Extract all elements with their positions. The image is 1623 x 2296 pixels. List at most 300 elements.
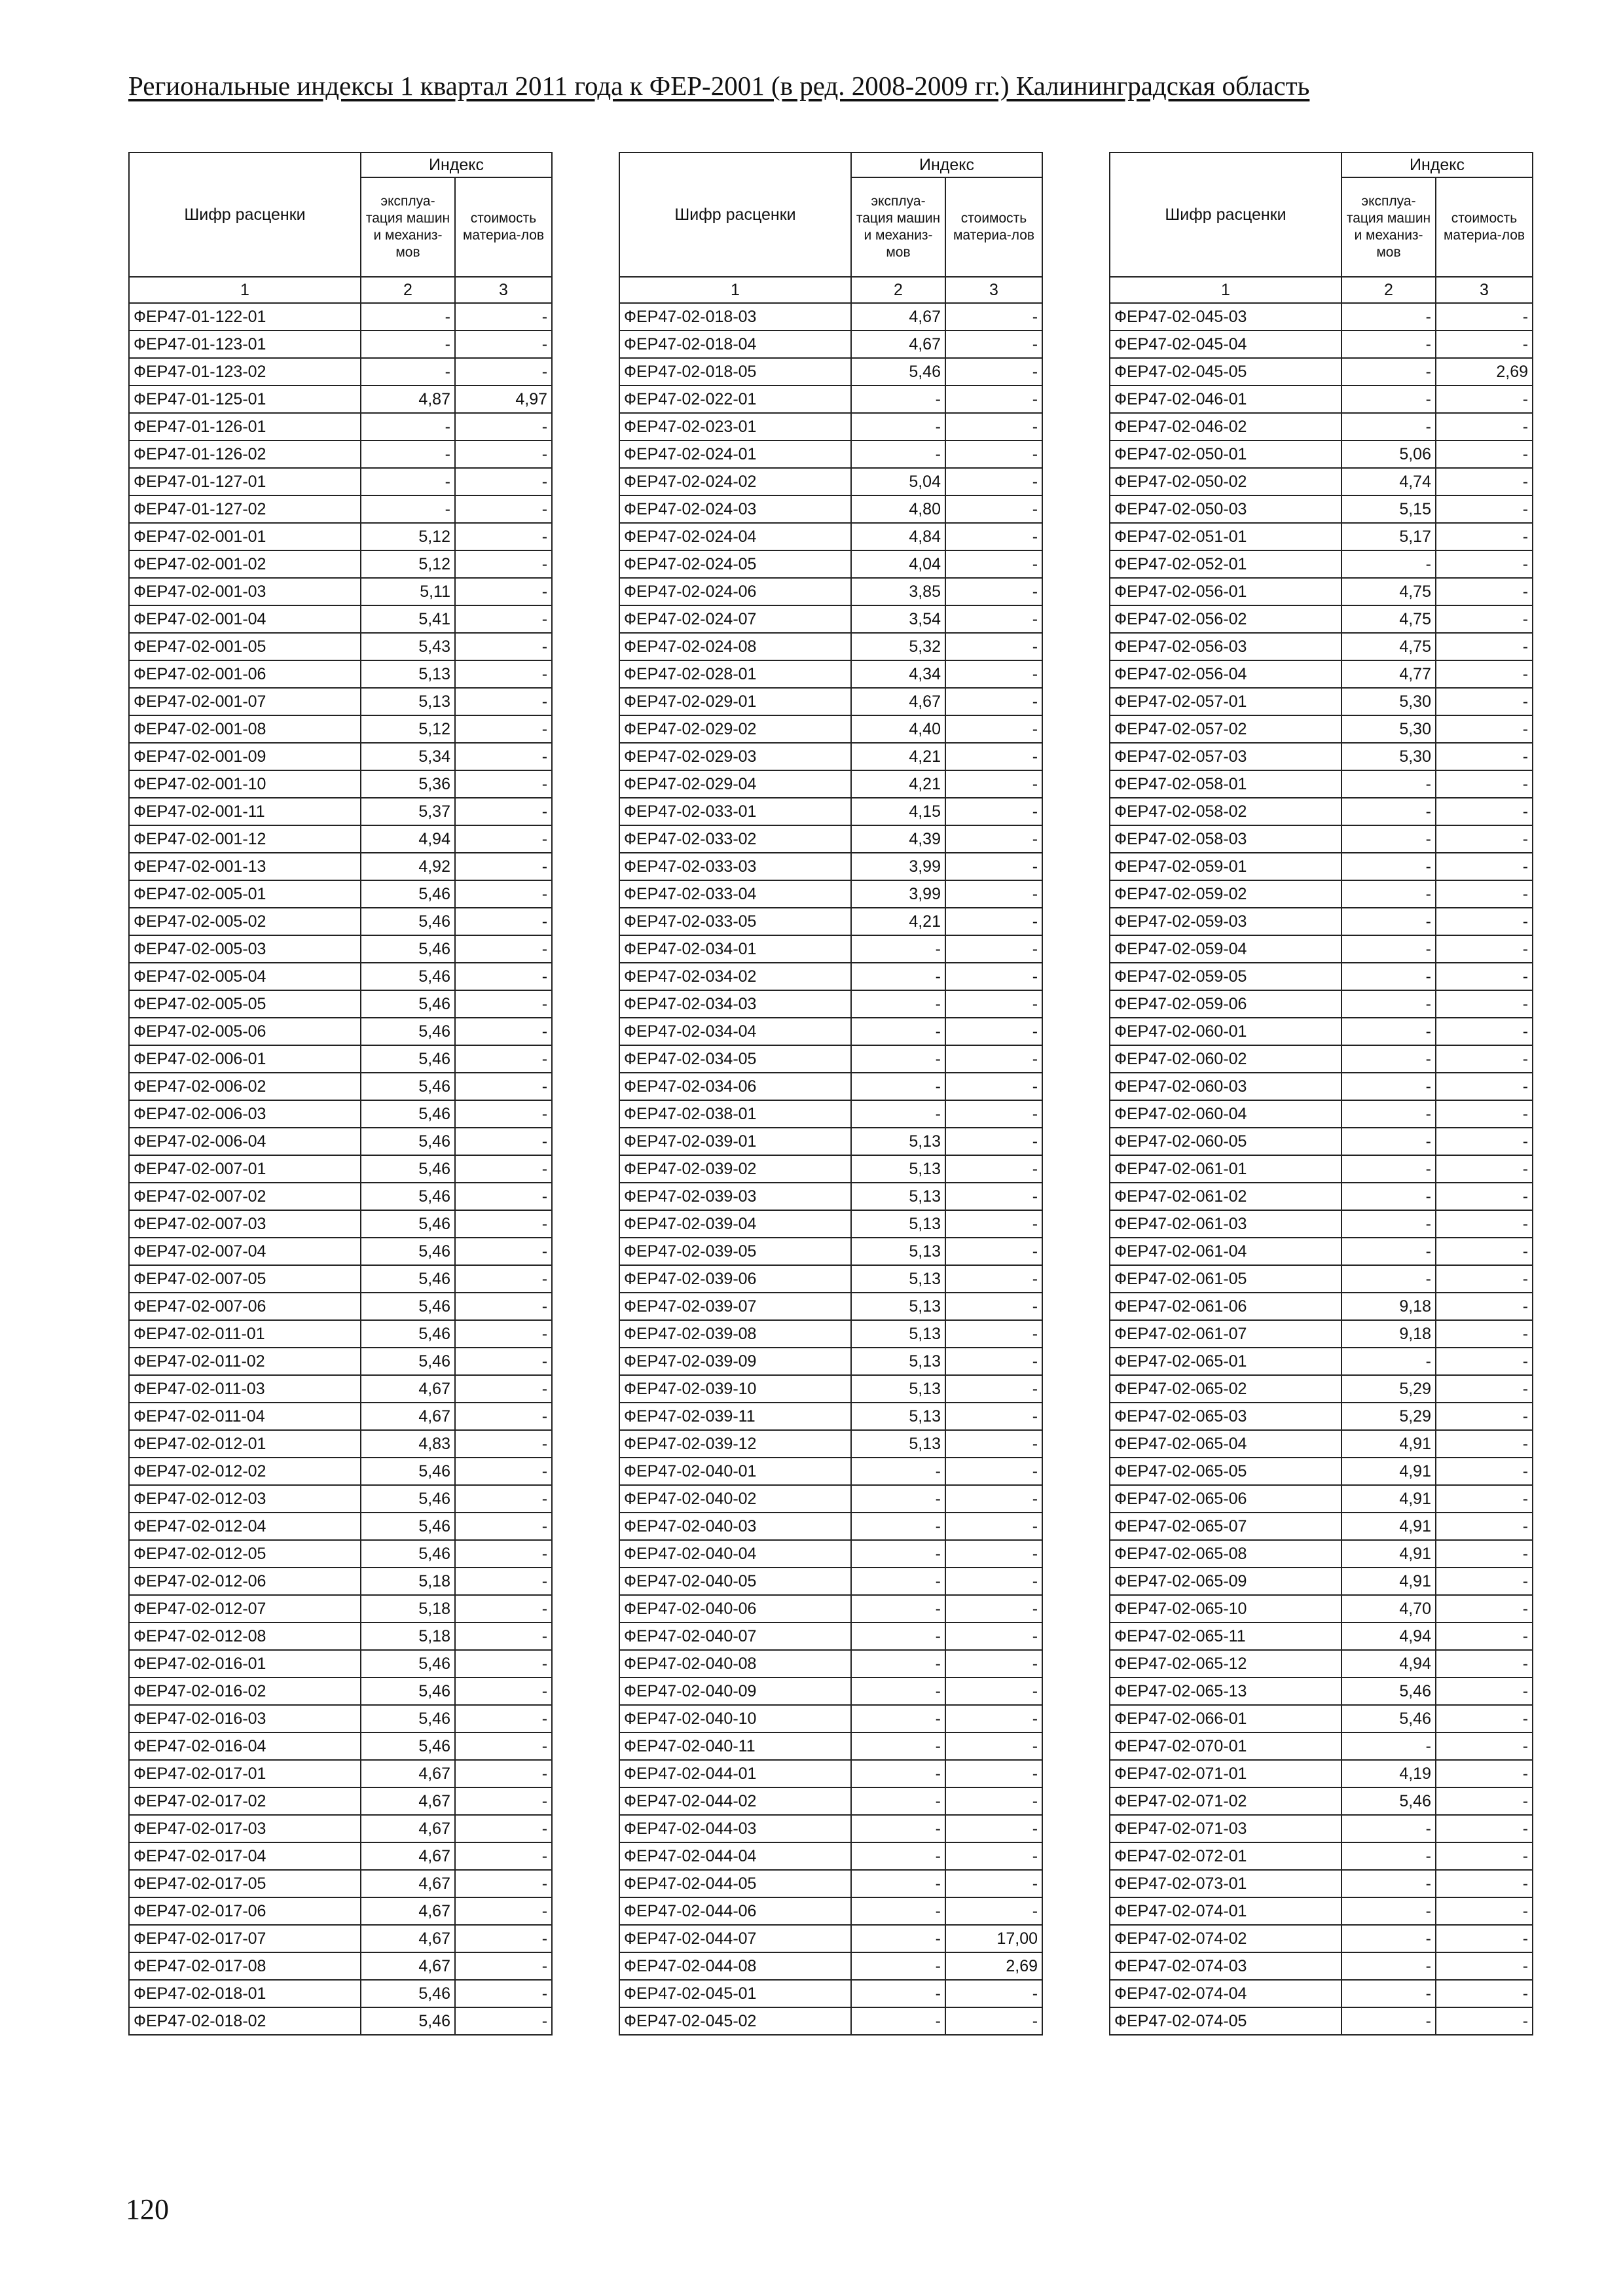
materials-index-cell: - xyxy=(945,1760,1042,1787)
materials-column-header: стоимость материа-лов xyxy=(455,177,552,277)
table-row xyxy=(129,990,552,1018)
rate-code-cell: ФЕР47-02-024-03 xyxy=(619,495,851,523)
column-number-row xyxy=(619,277,1042,303)
table-row xyxy=(1110,880,1533,908)
materials-index-cell: - xyxy=(455,908,552,935)
rate-code-cell: ФЕР47-02-001-09 xyxy=(129,743,361,770)
materials-index-cell: - xyxy=(945,1485,1042,1513)
table-row xyxy=(129,1348,552,1375)
materials-index-cell: - xyxy=(945,1980,1042,2007)
rate-code-cell: ФЕР47-02-039-04 xyxy=(619,1210,851,1238)
table-row xyxy=(619,1760,1042,1787)
rate-code-cell: ФЕР47-02-059-03 xyxy=(1110,908,1341,935)
table-row xyxy=(129,440,552,468)
table-row xyxy=(1110,1155,1533,1183)
table-row xyxy=(619,633,1042,660)
table-row xyxy=(1110,688,1533,715)
table-row xyxy=(619,1293,1042,1320)
table-row xyxy=(1110,440,1533,468)
table-row xyxy=(619,1430,1042,1458)
table-row xyxy=(619,1513,1042,1540)
rate-code-cell: ФЕР47-02-033-01 xyxy=(619,798,851,825)
machines-index-cell: 5,18 xyxy=(361,1595,455,1623)
materials-index-cell: - xyxy=(1436,1320,1533,1348)
table-row xyxy=(1110,963,1533,990)
materials-index-cell: - xyxy=(1436,1293,1533,1320)
table-row xyxy=(1110,1073,1533,1100)
machines-index-cell: - xyxy=(851,440,945,468)
rate-code-cell: ФЕР47-02-065-07 xyxy=(1110,1513,1341,1540)
rate-code-cell: ФЕР47-02-050-03 xyxy=(1110,495,1341,523)
machines-index-cell: 4,91 xyxy=(1341,1540,1436,1568)
table-row xyxy=(619,1128,1042,1155)
rate-code-cell: ФЕР47-02-065-12 xyxy=(1110,1650,1341,1677)
table-row xyxy=(129,523,552,550)
table-row xyxy=(619,1155,1042,1183)
table-row xyxy=(129,935,552,963)
machines-index-cell: - xyxy=(1341,550,1436,578)
materials-index-cell: - xyxy=(455,468,552,495)
rate-code-cell: ФЕР47-02-065-09 xyxy=(1110,1568,1341,1595)
table-row xyxy=(619,1677,1042,1705)
machines-index-cell: - xyxy=(851,2007,945,2035)
machines-index-cell: 4,83 xyxy=(361,1430,455,1458)
materials-index-cell: - xyxy=(945,495,1042,523)
machines-index-cell: - xyxy=(361,413,455,440)
rate-code-cell: ФЕР47-02-058-01 xyxy=(1110,770,1341,798)
table-row xyxy=(129,1430,552,1458)
machines-index-cell: 5,13 xyxy=(361,688,455,715)
rate-code-cell: ФЕР47-02-018-04 xyxy=(619,331,851,358)
table-row xyxy=(619,303,1042,331)
rate-code-cell: ФЕР47-02-039-02 xyxy=(619,1155,851,1183)
materials-index-cell: - xyxy=(945,990,1042,1018)
rate-code-cell: ФЕР47-02-012-01 xyxy=(129,1430,361,1458)
table-row xyxy=(1110,331,1533,358)
materials-index-cell: - xyxy=(455,550,552,578)
materials-index-cell: - xyxy=(1436,550,1533,578)
machines-index-cell: 4,67 xyxy=(361,1815,455,1842)
table-row xyxy=(129,2007,552,2035)
table-row xyxy=(1110,660,1533,688)
table-row xyxy=(129,1238,552,1265)
materials-index-cell: - xyxy=(945,1403,1042,1430)
machines-index-cell: - xyxy=(851,1732,945,1760)
machines-index-cell: - xyxy=(1341,331,1436,358)
table-row xyxy=(619,853,1042,880)
materials-index-cell: - xyxy=(1436,1018,1533,1045)
materials-index-cell: - xyxy=(945,1705,1042,1732)
materials-index-cell: - xyxy=(945,1732,1042,1760)
rate-code-cell: ФЕР47-01-127-01 xyxy=(129,468,361,495)
materials-index-cell: - xyxy=(945,1540,1042,1568)
machines-index-cell: 5,32 xyxy=(851,633,945,660)
rate-code-cell: ФЕР47-02-045-02 xyxy=(619,2007,851,2035)
machines-index-cell: 3,99 xyxy=(851,853,945,880)
materials-index-cell: - xyxy=(455,825,552,853)
table-row xyxy=(129,303,552,331)
table-row xyxy=(619,880,1042,908)
rate-code-cell: ФЕР47-02-001-08 xyxy=(129,715,361,743)
materials-index-cell: - xyxy=(1436,578,1533,605)
table-row xyxy=(1110,1320,1533,1348)
rate-code-cell: ФЕР47-02-065-01 xyxy=(1110,1348,1341,1375)
table-row xyxy=(1110,1980,1533,2007)
materials-index-cell: - xyxy=(945,1210,1042,1238)
rate-code-cell: ФЕР47-02-065-06 xyxy=(1110,1485,1341,1513)
rate-code-cell: ФЕР47-02-040-01 xyxy=(619,1458,851,1485)
machines-index-cell: 5,46 xyxy=(361,1100,455,1128)
table-row xyxy=(129,1513,552,1540)
machines-index-cell: 4,67 xyxy=(361,1870,455,1897)
materials-index-cell: - xyxy=(455,963,552,990)
table-row xyxy=(1110,1595,1533,1623)
rate-code-cell: ФЕР47-02-071-02 xyxy=(1110,1787,1341,1815)
rate-code-cell: ФЕР47-02-001-05 xyxy=(129,633,361,660)
rate-code-cell: ФЕР47-02-024-01 xyxy=(619,440,851,468)
table-row xyxy=(129,660,552,688)
table-row xyxy=(1110,715,1533,743)
machines-index-cell: 4,15 xyxy=(851,798,945,825)
materials-index-cell: - xyxy=(945,386,1042,413)
materials-index-cell: - xyxy=(455,1018,552,1045)
table-row xyxy=(129,1155,552,1183)
rate-code-cell: ФЕР47-02-007-01 xyxy=(129,1155,361,1183)
machines-index-cell: 5,41 xyxy=(361,605,455,633)
rate-code-cell: ФЕР47-02-071-03 xyxy=(1110,1815,1341,1842)
machines-index-cell: 5,13 xyxy=(851,1155,945,1183)
materials-index-cell: - xyxy=(455,1210,552,1238)
rate-code-cell: ФЕР47-02-065-02 xyxy=(1110,1375,1341,1403)
materials-index-cell: - xyxy=(945,1155,1042,1183)
machines-index-cell: 5,46 xyxy=(361,1018,455,1045)
table-row xyxy=(129,908,552,935)
materials-index-cell: - xyxy=(945,413,1042,440)
machines-index-cell: - xyxy=(851,1925,945,1952)
materials-index-cell: - xyxy=(1436,413,1533,440)
table-row xyxy=(619,990,1042,1018)
table-row xyxy=(619,825,1042,853)
rate-code-cell: ФЕР47-02-059-02 xyxy=(1110,880,1341,908)
rate-code-cell: ФЕР47-02-001-12 xyxy=(129,825,361,853)
materials-index-cell: - xyxy=(1436,1348,1533,1375)
materials-index-cell: - xyxy=(455,1128,552,1155)
table-row xyxy=(1110,1375,1533,1403)
machines-index-cell: 3,85 xyxy=(851,578,945,605)
machines-index-cell: - xyxy=(851,1540,945,1568)
rate-code-cell: ФЕР47-02-074-01 xyxy=(1110,1897,1341,1925)
table-row xyxy=(1110,770,1533,798)
materials-index-cell: - xyxy=(455,1732,552,1760)
rate-code-cell: ФЕР47-02-060-04 xyxy=(1110,1100,1341,1128)
table-row xyxy=(619,963,1042,990)
materials-index-cell: - xyxy=(1436,1375,1533,1403)
rate-code-cell: ФЕР47-02-017-07 xyxy=(129,1925,361,1952)
materials-index-cell: - xyxy=(945,578,1042,605)
materials-index-cell: - xyxy=(455,358,552,386)
rate-code-cell: ФЕР47-02-065-13 xyxy=(1110,1677,1341,1705)
materials-index-cell: - xyxy=(1436,1100,1533,1128)
column-number: 3 xyxy=(455,277,552,303)
rate-code-cell: ФЕР47-02-007-03 xyxy=(129,1210,361,1238)
machines-index-cell: 5,18 xyxy=(361,1568,455,1595)
machines-index-cell: 5,46 xyxy=(361,1705,455,1732)
machines-index-cell: 5,46 xyxy=(1341,1787,1436,1815)
machines-index-cell: 5,29 xyxy=(1341,1403,1436,1430)
machines-index-cell: - xyxy=(1341,1073,1436,1100)
table-row xyxy=(129,688,552,715)
materials-index-cell: - xyxy=(455,688,552,715)
rate-code-cell: ФЕР47-02-011-04 xyxy=(129,1403,361,1430)
materials-index-cell: - xyxy=(945,633,1042,660)
rate-code-cell: ФЕР47-02-044-02 xyxy=(619,1787,851,1815)
rate-code-cell: ФЕР47-02-050-01 xyxy=(1110,440,1341,468)
rate-code-cell: ФЕР47-02-005-04 xyxy=(129,963,361,990)
rate-code-cell: ФЕР47-02-044-01 xyxy=(619,1760,851,1787)
rate-code-cell: ФЕР47-02-040-11 xyxy=(619,1732,851,1760)
machines-index-cell: - xyxy=(1341,880,1436,908)
table-row xyxy=(619,358,1042,386)
rate-code-cell: ФЕР47-02-022-01 xyxy=(619,386,851,413)
table-row xyxy=(619,550,1042,578)
machines-index-cell: 5,12 xyxy=(361,523,455,550)
rate-code-cell: ФЕР47-02-018-03 xyxy=(619,303,851,331)
materials-index-cell: - xyxy=(1436,386,1533,413)
machines-index-cell: - xyxy=(851,1870,945,1897)
rate-code-cell: ФЕР47-02-039-12 xyxy=(619,1430,851,1458)
table-row xyxy=(129,825,552,853)
machines-index-cell: 4,67 xyxy=(851,303,945,331)
machines-index-cell: 4,94 xyxy=(361,825,455,853)
table-row xyxy=(619,1265,1042,1293)
materials-index-cell: - xyxy=(945,1100,1042,1128)
materials-index-cell: - xyxy=(1436,935,1533,963)
materials-index-cell: - xyxy=(455,605,552,633)
rate-code-cell: ФЕР47-02-039-09 xyxy=(619,1348,851,1375)
materials-index-cell: 2,69 xyxy=(945,1952,1042,1980)
materials-index-cell: - xyxy=(455,1705,552,1732)
table-row xyxy=(619,908,1042,935)
table-row xyxy=(1110,1925,1533,1952)
rate-code-cell: ФЕР47-02-057-01 xyxy=(1110,688,1341,715)
rate-code-cell: ФЕР47-02-044-04 xyxy=(619,1842,851,1870)
materials-index-cell: - xyxy=(1436,715,1533,743)
table-row xyxy=(1110,413,1533,440)
rate-code-cell: ФЕР47-02-018-05 xyxy=(619,358,851,386)
machines-index-cell: - xyxy=(851,1623,945,1650)
rate-code-cell: ФЕР47-02-039-05 xyxy=(619,1238,851,1265)
machines-index-cell: - xyxy=(851,1458,945,1485)
materials-index-cell: - xyxy=(945,1320,1042,1348)
table-row xyxy=(129,1732,552,1760)
materials-index-cell: - xyxy=(1436,1183,1533,1210)
rate-code-cell: ФЕР47-02-056-03 xyxy=(1110,633,1341,660)
machines-index-cell: 4,19 xyxy=(1341,1760,1436,1787)
materials-index-cell: - xyxy=(455,880,552,908)
materials-index-cell: 17,00 xyxy=(945,1925,1042,1952)
table-row xyxy=(619,440,1042,468)
rate-code-cell: ФЕР47-02-058-02 xyxy=(1110,798,1341,825)
machines-index-cell: 4,39 xyxy=(851,825,945,853)
column-number-row xyxy=(1110,277,1533,303)
rate-code-cell: ФЕР47-02-038-01 xyxy=(619,1100,851,1128)
rate-code-cell: ФЕР47-02-012-08 xyxy=(129,1623,361,1650)
materials-index-cell: - xyxy=(945,743,1042,770)
materials-index-cell: - xyxy=(945,1650,1042,1677)
table-row xyxy=(129,605,552,633)
rate-code-cell: ФЕР47-02-011-01 xyxy=(129,1320,361,1348)
machines-index-cell: 5,34 xyxy=(361,743,455,770)
materials-index-cell: - xyxy=(945,1045,1042,1073)
machines-index-cell: 4,67 xyxy=(361,1375,455,1403)
materials-index-cell: - xyxy=(455,578,552,605)
table-row xyxy=(1110,1677,1533,1705)
rate-code-cell: ФЕР47-02-007-06 xyxy=(129,1293,361,1320)
table-row xyxy=(129,1925,552,1952)
table-row xyxy=(619,1623,1042,1650)
materials-index-cell: - xyxy=(1436,880,1533,908)
index-table-2 xyxy=(619,152,1043,2036)
rate-code-cell: ФЕР47-01-125-01 xyxy=(129,386,361,413)
rate-code-cell: ФЕР47-02-057-02 xyxy=(1110,715,1341,743)
column-number: 2 xyxy=(361,277,455,303)
rate-code-cell: ФЕР47-02-040-04 xyxy=(619,1540,851,1568)
table-row xyxy=(129,743,552,770)
materials-index-cell: - xyxy=(455,1513,552,1540)
machines-index-cell: 4,74 xyxy=(1341,468,1436,495)
table-row xyxy=(619,1870,1042,1897)
rate-code-cell: ФЕР47-02-011-03 xyxy=(129,1375,361,1403)
machines-index-cell: 5,46 xyxy=(851,358,945,386)
machines-index-cell: - xyxy=(851,1073,945,1100)
machines-index-cell: 4,94 xyxy=(1341,1623,1436,1650)
table-row xyxy=(129,1623,552,1650)
machines-index-cell: - xyxy=(851,1485,945,1513)
table-row xyxy=(1110,605,1533,633)
machines-index-cell: 5,17 xyxy=(1341,523,1436,550)
machines-index-cell: 5,13 xyxy=(851,1210,945,1238)
table-row xyxy=(1110,633,1533,660)
rate-code-cell: ФЕР47-02-065-08 xyxy=(1110,1540,1341,1568)
machines-index-cell: 5,43 xyxy=(361,633,455,660)
machines-index-cell: 5,12 xyxy=(361,550,455,578)
rate-code-cell: ФЕР47-02-016-04 xyxy=(129,1732,361,1760)
machines-index-cell: 5,13 xyxy=(851,1320,945,1348)
rate-code-cell: ФЕР47-02-012-02 xyxy=(129,1458,361,1485)
rate-code-cell: ФЕР47-02-024-04 xyxy=(619,523,851,550)
rate-code-cell: ФЕР47-02-057-03 xyxy=(1110,743,1341,770)
rate-code-cell: ФЕР47-02-052-01 xyxy=(1110,550,1341,578)
index-group-header: Индекс xyxy=(851,152,1042,177)
rate-code-cell: ФЕР47-02-028-01 xyxy=(619,660,851,688)
machines-index-cell: - xyxy=(1341,1925,1436,1952)
rate-code-cell: ФЕР47-02-051-01 xyxy=(1110,523,1341,550)
rate-code-cell: ФЕР47-02-001-03 xyxy=(129,578,361,605)
rate-code-cell: ФЕР47-02-056-04 xyxy=(1110,660,1341,688)
materials-index-cell: - xyxy=(1436,1238,1533,1265)
table-row xyxy=(1110,935,1533,963)
materials-index-cell: - xyxy=(1436,1128,1533,1155)
table-row xyxy=(1110,1870,1533,1897)
materials-index-cell: - xyxy=(455,770,552,798)
machines-index-cell: 5,30 xyxy=(1341,688,1436,715)
materials-index-cell: - xyxy=(1436,798,1533,825)
machines-index-cell: - xyxy=(1341,935,1436,963)
rate-code-cell: ФЕР47-02-017-04 xyxy=(129,1842,361,1870)
machines-index-cell: 4,67 xyxy=(361,1760,455,1787)
materials-index-cell: - xyxy=(1436,1980,1533,2007)
materials-index-cell: - xyxy=(455,743,552,770)
machines-index-cell: - xyxy=(851,413,945,440)
rate-code-cell: ФЕР47-02-065-10 xyxy=(1110,1595,1341,1623)
rate-code-cell: ФЕР47-02-045-03 xyxy=(1110,303,1341,331)
index-table-3 xyxy=(1109,152,1533,2036)
table-row xyxy=(619,1650,1042,1677)
rate-code-cell: ФЕР47-02-016-03 xyxy=(129,1705,361,1732)
machines-index-cell: 9,18 xyxy=(1341,1320,1436,1348)
machines-index-cell: - xyxy=(1341,1265,1436,1293)
table-row xyxy=(129,468,552,495)
machines-index-cell: - xyxy=(1341,1100,1436,1128)
machines-index-cell: - xyxy=(1341,1128,1436,1155)
materials-index-cell: - xyxy=(1436,1623,1533,1650)
table-row xyxy=(129,1045,552,1073)
materials-column-header: стоимость материа-лов xyxy=(945,177,1042,277)
machines-index-cell: 4,67 xyxy=(361,1403,455,1430)
materials-index-cell: - xyxy=(945,303,1042,331)
materials-index-cell: - xyxy=(455,1403,552,1430)
machines-index-cell: - xyxy=(1341,990,1436,1018)
materials-index-cell: - xyxy=(455,1787,552,1815)
column-number: 2 xyxy=(1341,277,1436,303)
machines-index-cell: 4,75 xyxy=(1341,578,1436,605)
machines-index-cell: - xyxy=(1341,908,1436,935)
machines-index-cell: 5,46 xyxy=(361,1320,455,1348)
rate-code-cell: ФЕР47-02-044-03 xyxy=(619,1815,851,1842)
machines-index-cell: - xyxy=(1341,1842,1436,1870)
machines-index-cell: 4,87 xyxy=(361,386,455,413)
machines-index-cell: 5,46 xyxy=(361,1293,455,1320)
machines-index-cell: 4,75 xyxy=(1341,633,1436,660)
rate-code-cell: ФЕР47-01-122-01 xyxy=(129,303,361,331)
rate-code-cell: ФЕР47-01-126-01 xyxy=(129,413,361,440)
rate-code-cell: ФЕР47-02-034-05 xyxy=(619,1045,851,1073)
machines-index-cell: 5,13 xyxy=(851,1128,945,1155)
machines-index-cell: 4,67 xyxy=(361,1925,455,1952)
materials-index-cell: - xyxy=(1436,963,1533,990)
rate-code-cell: ФЕР47-02-044-06 xyxy=(619,1897,851,1925)
materials-index-cell: - xyxy=(1436,1760,1533,1787)
machines-index-cell: 3,99 xyxy=(851,880,945,908)
rate-code-cell: ФЕР47-02-001-13 xyxy=(129,853,361,880)
machines-index-cell: - xyxy=(1341,1045,1436,1073)
rate-code-cell: ФЕР47-02-001-01 xyxy=(129,523,361,550)
machines-index-cell: 5,46 xyxy=(361,880,455,908)
machines-index-cell: - xyxy=(851,1513,945,1540)
rate-code-cell: ФЕР47-02-001-07 xyxy=(129,688,361,715)
materials-index-cell: - xyxy=(1436,331,1533,358)
materials-index-cell: - xyxy=(1436,1677,1533,1705)
rate-code-cell: ФЕР47-02-017-02 xyxy=(129,1787,361,1815)
table-row xyxy=(129,1650,552,1677)
machines-index-cell: 5,46 xyxy=(361,1155,455,1183)
page-number: 120 xyxy=(126,2193,169,2225)
machines-index-cell: - xyxy=(851,1045,945,1073)
table-row xyxy=(619,1320,1042,1348)
rate-code-cell: ФЕР47-02-040-08 xyxy=(619,1650,851,1677)
table-row xyxy=(619,770,1042,798)
materials-index-cell: - xyxy=(1436,1815,1533,1842)
